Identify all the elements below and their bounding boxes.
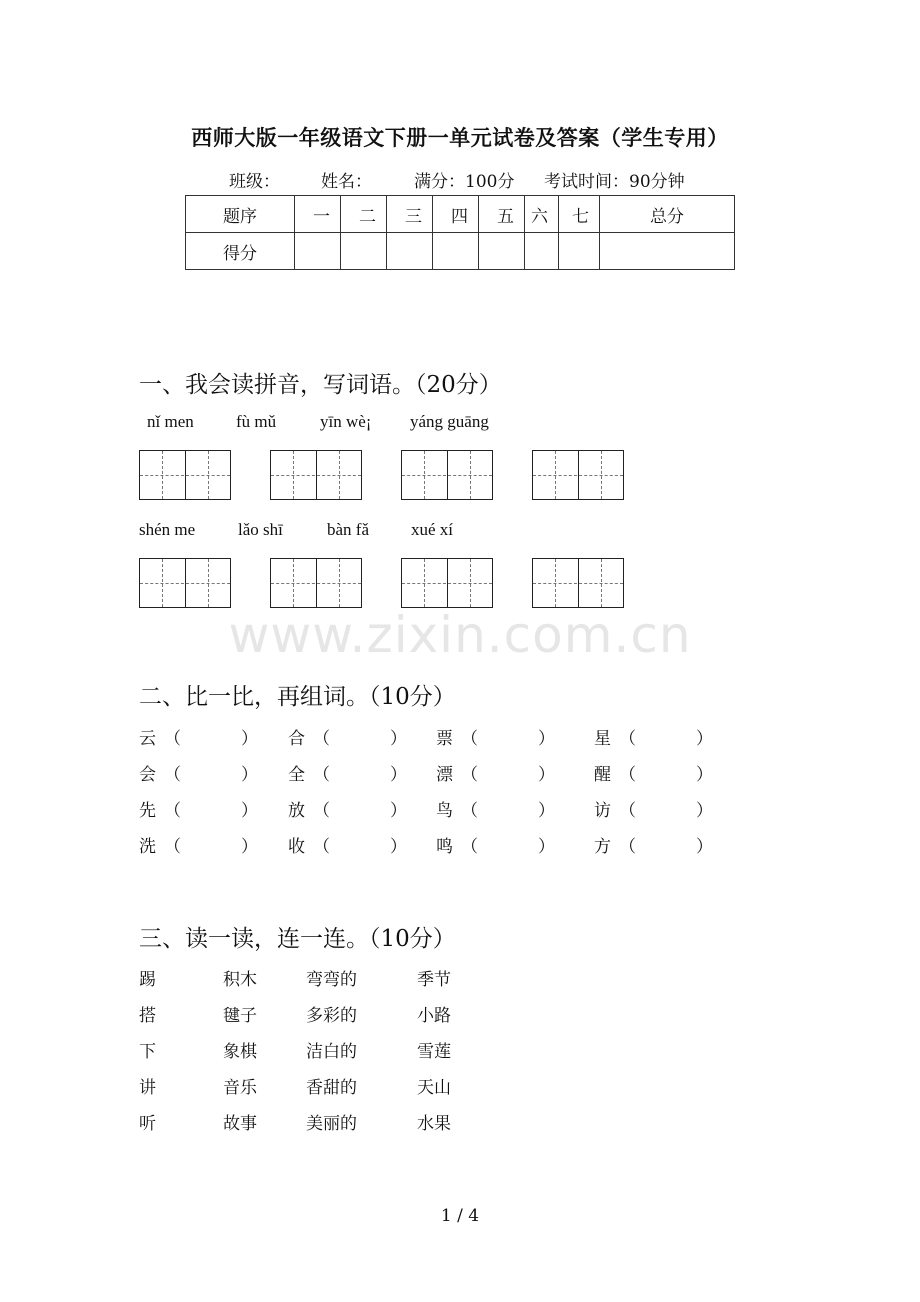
open-paren: （ bbox=[461, 837, 478, 857]
section-1-heading: 一、我会读拼音，写词语。（20分） bbox=[139, 372, 502, 398]
pinyin-7: bàn fǎ bbox=[327, 520, 370, 539]
writing-grid[interactable] bbox=[532, 558, 624, 608]
open-paren: （ bbox=[164, 837, 181, 857]
col-5: 五 bbox=[479, 196, 525, 233]
compare-char: 合 bbox=[288, 729, 305, 749]
compare-char: 收 bbox=[288, 837, 305, 857]
match-word[interactable]: 故事 bbox=[223, 1114, 257, 1134]
match-word[interactable]: 多彩的 bbox=[306, 1006, 357, 1026]
pinyin-6: lǎo shī bbox=[238, 520, 283, 539]
match-word[interactable]: 水果 bbox=[417, 1114, 451, 1134]
answer-blank[interactable] bbox=[639, 796, 694, 818]
pinyin-2: fù mǔ bbox=[236, 412, 277, 431]
answer-blank[interactable] bbox=[639, 832, 694, 854]
match-word[interactable]: 季节 bbox=[417, 970, 451, 990]
close-paren: ） bbox=[538, 765, 555, 785]
close-paren: ） bbox=[538, 729, 555, 749]
answer-blank[interactable] bbox=[481, 832, 536, 854]
close-paren: ） bbox=[241, 729, 258, 749]
match-word[interactable]: 毽子 bbox=[223, 1006, 257, 1026]
compare-char: 星 bbox=[594, 729, 611, 749]
compare-char: 会 bbox=[139, 765, 156, 785]
compare-char: 先 bbox=[139, 801, 156, 821]
match-word[interactable]: 音乐 bbox=[223, 1078, 257, 1098]
score-cell[interactable] bbox=[341, 233, 387, 270]
close-paren: ） bbox=[390, 801, 407, 821]
match-word[interactable]: 踢 bbox=[139, 970, 156, 990]
match-word[interactable]: 讲 bbox=[139, 1078, 156, 1098]
match-word[interactable]: 积木 bbox=[223, 970, 257, 990]
score-table bbox=[185, 195, 735, 270]
close-paren: ） bbox=[241, 801, 258, 821]
close-paren: ） bbox=[241, 837, 258, 857]
compare-char: 鸣 bbox=[436, 837, 453, 857]
match-word[interactable]: 洁白的 bbox=[306, 1042, 357, 1062]
answer-blank[interactable] bbox=[184, 796, 239, 818]
pinyin-5: shén me bbox=[139, 520, 196, 539]
open-paren: （ bbox=[313, 729, 330, 749]
compare-char: 放 bbox=[288, 801, 305, 821]
close-paren: ） bbox=[538, 801, 555, 821]
compare-char: 鸟 bbox=[436, 801, 453, 821]
compare-char: 漂 bbox=[436, 765, 453, 785]
open-paren: （ bbox=[164, 765, 181, 785]
class-label: 班级： bbox=[229, 172, 280, 192]
col-2: 二 bbox=[341, 196, 387, 233]
answer-blank[interactable] bbox=[333, 832, 388, 854]
row-label-score: 得分 bbox=[186, 233, 295, 270]
answer-blank[interactable] bbox=[639, 724, 694, 746]
close-paren: ） bbox=[390, 765, 407, 785]
writing-grid[interactable] bbox=[401, 450, 493, 500]
col-6: 六 bbox=[525, 196, 559, 233]
writing-grid[interactable] bbox=[139, 450, 231, 500]
open-paren: （ bbox=[461, 765, 478, 785]
open-paren: （ bbox=[164, 729, 181, 749]
compare-char: 洗 bbox=[139, 837, 156, 857]
answer-blank[interactable] bbox=[333, 724, 388, 746]
open-paren: （ bbox=[313, 801, 330, 821]
close-paren: ） bbox=[241, 765, 258, 785]
watermark: www.zixin.com.cn bbox=[228, 606, 692, 664]
answer-blank[interactable] bbox=[481, 724, 536, 746]
score-cell[interactable] bbox=[387, 233, 433, 270]
match-word[interactable]: 雪莲 bbox=[417, 1042, 451, 1062]
writing-grid[interactable] bbox=[270, 558, 362, 608]
open-paren: （ bbox=[619, 801, 636, 821]
open-paren: （ bbox=[619, 837, 636, 857]
writing-grid[interactable] bbox=[270, 450, 362, 500]
compare-char: 票 bbox=[436, 729, 453, 749]
answer-blank[interactable] bbox=[639, 760, 694, 782]
answer-blank[interactable] bbox=[481, 796, 536, 818]
col-4: 四 bbox=[433, 196, 479, 233]
close-paren: ） bbox=[538, 837, 555, 857]
score-cell[interactable] bbox=[525, 233, 559, 270]
match-word[interactable]: 小路 bbox=[417, 1006, 451, 1026]
match-word[interactable]: 弯弯的 bbox=[306, 970, 357, 990]
score-cell[interactable] bbox=[600, 233, 735, 270]
compare-char: 访 bbox=[594, 801, 611, 821]
name-label: 姓名： bbox=[321, 172, 372, 192]
writing-grid[interactable] bbox=[139, 558, 231, 608]
open-paren: （ bbox=[313, 837, 330, 857]
match-word[interactable]: 下 bbox=[139, 1042, 156, 1062]
close-paren: ） bbox=[390, 729, 407, 749]
pinyin-1: nǐ men bbox=[147, 412, 194, 431]
page-title: 西师大版一年级语文下册一单元试卷及答案（学生专用） bbox=[191, 125, 729, 150]
compare-char: 醒 bbox=[594, 765, 611, 785]
close-paren: ） bbox=[696, 765, 713, 785]
open-paren: （ bbox=[164, 801, 181, 821]
close-paren: ） bbox=[390, 837, 407, 857]
compare-char: 方 bbox=[594, 837, 611, 857]
answer-blank[interactable] bbox=[184, 832, 239, 854]
open-paren: （ bbox=[619, 729, 636, 749]
match-word[interactable]: 香甜的 bbox=[306, 1078, 357, 1098]
score-cell[interactable] bbox=[559, 233, 600, 270]
score-cell[interactable] bbox=[479, 233, 525, 270]
open-paren: （ bbox=[313, 765, 330, 785]
match-word[interactable]: 象棋 bbox=[223, 1042, 257, 1062]
compare-char: 全 bbox=[288, 765, 305, 785]
col-3: 三 bbox=[387, 196, 433, 233]
score-cell[interactable] bbox=[295, 233, 341, 270]
section-2-heading: 二、比一比，再组词。（10分） bbox=[139, 684, 456, 710]
match-word[interactable]: 美丽的 bbox=[306, 1114, 357, 1134]
row-label-order: 题序 bbox=[186, 196, 295, 233]
answer-blank[interactable] bbox=[481, 760, 536, 782]
open-paren: （ bbox=[619, 765, 636, 785]
answer-blank[interactable] bbox=[333, 796, 388, 818]
writing-grid[interactable] bbox=[401, 558, 493, 608]
section-3-heading: 三、读一读，连一连。（10分） bbox=[139, 926, 456, 952]
col-total: 总分 bbox=[600, 196, 735, 233]
close-paren: ） bbox=[696, 837, 713, 857]
answer-blank[interactable] bbox=[333, 760, 388, 782]
score-cell[interactable] bbox=[433, 233, 479, 270]
match-word[interactable]: 听 bbox=[139, 1114, 156, 1134]
full-score: 满分：100分 bbox=[414, 172, 515, 192]
answer-blank[interactable] bbox=[184, 724, 239, 746]
exam-time: 考试时间：90分钟 bbox=[544, 172, 685, 192]
pinyin-8: xué xí bbox=[411, 520, 454, 539]
open-paren: （ bbox=[461, 801, 478, 821]
compare-char: 云 bbox=[139, 729, 156, 749]
writing-grid[interactable] bbox=[532, 450, 624, 500]
close-paren: ） bbox=[696, 729, 713, 749]
match-word[interactable]: 搭 bbox=[139, 1006, 156, 1026]
page-number: 1 / 4 bbox=[440, 1206, 480, 1226]
answer-blank[interactable] bbox=[184, 760, 239, 782]
pinyin-3: yīn wè¡ bbox=[320, 412, 372, 431]
match-word[interactable]: 天山 bbox=[417, 1078, 451, 1098]
close-paren: ） bbox=[696, 801, 713, 821]
pinyin-4: yáng guāng bbox=[410, 412, 489, 431]
col-1: 一 bbox=[295, 196, 341, 233]
open-paren: （ bbox=[461, 729, 478, 749]
col-7: 七 bbox=[559, 196, 600, 233]
